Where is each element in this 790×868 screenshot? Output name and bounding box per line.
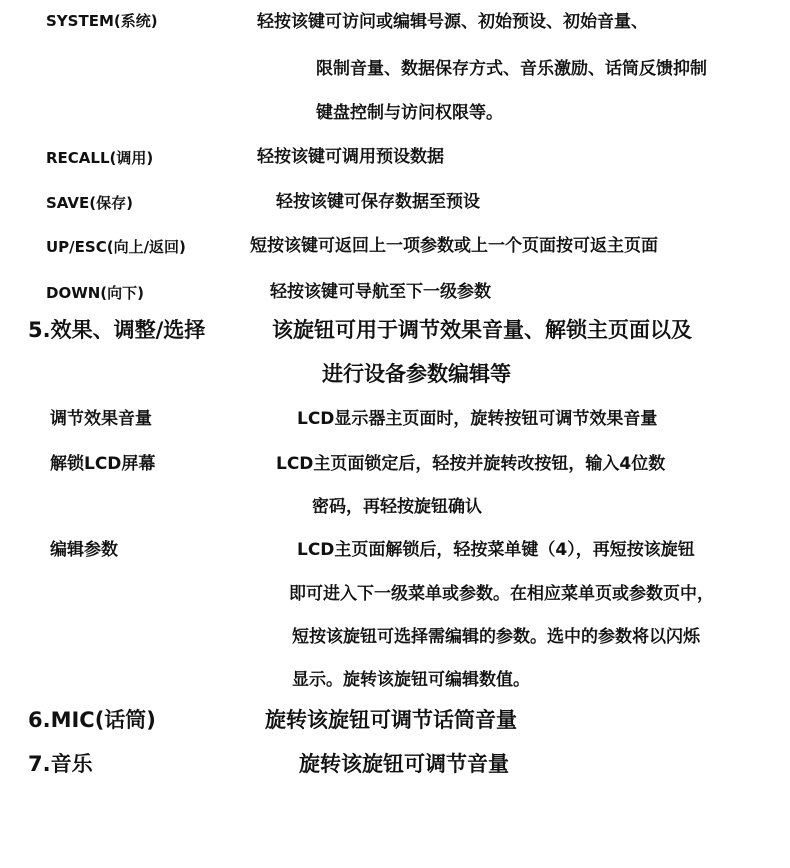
unlock-desc-line-1: LCD主页面锁定后，轻按并旋转改按钮，输入4位数 bbox=[276, 454, 666, 474]
section7-desc: 旋转该旋钮可调节音量 bbox=[299, 752, 509, 776]
unlock-label: 解锁LCD屏幕 bbox=[50, 454, 156, 474]
edit-desc-line-4: 显示。旋转该旋钮可编辑数值。 bbox=[292, 670, 530, 690]
upesc-desc: 短按该键可返回上一项参数或上一个页面按可返主页面 bbox=[250, 236, 658, 256]
section5-heading: 5.效果、调整/选择 bbox=[28, 318, 206, 342]
system-desc-line-2: 限制音量、数据保存方式、音乐激励、话筒反馈抑制 bbox=[316, 59, 707, 79]
down-desc: 轻按该键可导航至下一级参数 bbox=[270, 282, 491, 302]
save-label: SAVE(保存) bbox=[46, 194, 133, 212]
section6-heading: 6.MIC(话筒) bbox=[28, 708, 156, 732]
section5-desc-line-2: 进行设备参数编辑等 bbox=[322, 362, 511, 386]
edit-desc-line-1: LCD主页面解锁后，轻按菜单键（4），再短按该旋钮 bbox=[297, 540, 695, 560]
edit-desc-line-2: 即可进入下一级菜单或参数。在相应菜单页或参数页中， bbox=[289, 584, 714, 604]
edit-desc-line-3: 短按该旋钮可选择需编辑的参数。选中的参数将以闪烁 bbox=[292, 627, 700, 647]
adjust-label: 调节效果音量 bbox=[50, 409, 152, 429]
upesc-label: UP/ESC(向上/返回) bbox=[46, 238, 186, 256]
unlock-desc-line-2: 密码，再轻按旋钮确认 bbox=[312, 497, 482, 517]
adjust-desc: LCD显示器主页面时，旋转按钮可调节效果音量 bbox=[297, 409, 658, 429]
recall-desc: 轻按该键可调用预设数据 bbox=[257, 147, 444, 167]
save-desc: 轻按该键可保存数据至预设 bbox=[276, 192, 480, 212]
section5-desc-line-1: 该旋钮可用于调节效果音量、解锁主页面以及 bbox=[272, 318, 692, 342]
section6-desc: 旋转该旋钮可调节话筒音量 bbox=[265, 708, 517, 732]
system-desc-line-3: 键盘控制与访问权限等。 bbox=[316, 103, 503, 123]
system-desc-line-1: 轻按该键可访问或编辑号源、初始预设、初始音量、 bbox=[257, 12, 648, 32]
section7-heading: 7.音乐 bbox=[28, 752, 93, 776]
down-label: DOWN(向下) bbox=[46, 284, 145, 302]
system-label: SYSTEM(系统) bbox=[46, 12, 158, 30]
recall-label: RECALL(调用) bbox=[46, 149, 154, 167]
edit-label: 编辑参数 bbox=[50, 540, 118, 560]
